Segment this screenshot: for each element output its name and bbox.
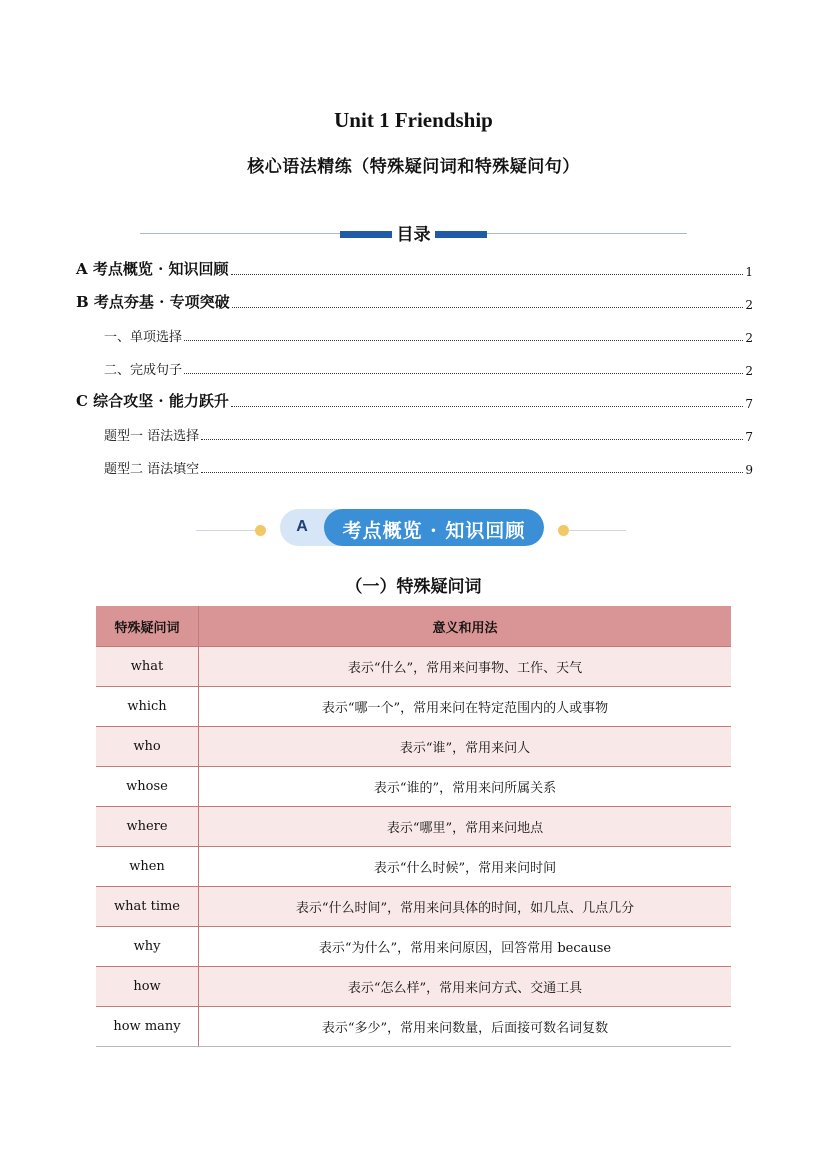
toc-leader-dots (231, 273, 743, 275)
table-cell-usage: 表示“多少”，常用来问数量，后面接可数名词复数 (199, 1007, 732, 1047)
toc-heading-bar-right (435, 231, 487, 238)
table-row (96, 887, 731, 927)
toc-entry-c[interactable] (76, 391, 753, 411)
banner-rule-right (568, 530, 626, 531)
table-cell-word: how many (96, 1007, 199, 1047)
toc-heading-rule-left (140, 233, 340, 234)
table-cell-word: which (96, 687, 199, 727)
toc-page-number: 9 (745, 463, 753, 477)
table-cell-word: why (96, 927, 199, 967)
toc-entry-b1[interactable] (104, 325, 753, 345)
table-cell-word: whose (96, 767, 199, 807)
table-header-cell: 特殊疑问词 (96, 606, 199, 647)
table-cell-usage: 表示“为什么”，常用来问原因，回答常用 because (199, 927, 732, 967)
table-row (96, 647, 731, 687)
toc-entry-text: C 综合攻坚 · 能力跃升 (76, 392, 229, 410)
section-banner (196, 508, 626, 548)
toc-heading: 目录 (396, 225, 431, 245)
banner-letter: A (296, 518, 308, 535)
table-row (96, 767, 731, 807)
toc-leader-dots (232, 306, 743, 308)
table-cell-usage: 表示“什么时候”，常用来问时间 (199, 847, 732, 887)
table-cell-word: how (96, 967, 199, 1007)
toc-entry-b[interactable] (76, 292, 753, 312)
toc-page-number: 7 (745, 397, 753, 411)
table-cell-usage: 表示“怎么样”，常用来问方式、交通工具 (199, 967, 732, 1007)
toc-entry-b2[interactable] (104, 358, 753, 378)
banner-text: 考点概览 · 知识回顾 (342, 520, 526, 542)
table-cell-usage: 表示“谁的”，常用来问所属关系 (199, 767, 732, 807)
table-cell-word: what time (96, 887, 199, 927)
banner-rule-left (196, 530, 258, 531)
toc-page-number: 1 (745, 265, 753, 279)
toc-page-number: 2 (745, 331, 753, 345)
toc-leader-dots (184, 372, 743, 374)
toc-page-number: 2 (745, 298, 753, 312)
toc-entry-c2[interactable] (104, 457, 753, 477)
toc-heading-rule-right (487, 233, 687, 234)
toc-heading-bar-left (340, 231, 392, 238)
table-row (96, 807, 731, 847)
toc-entry-text: B 考点夯基 · 专项突破 (76, 293, 230, 311)
banner-dot-left (255, 525, 266, 536)
table-row (96, 1007, 731, 1047)
toc-entry-c1[interactable] (104, 424, 753, 444)
toc-entry-a[interactable] (76, 259, 753, 279)
toc-entry-text: 题型一 语法选择 (104, 429, 200, 444)
table-cell-word: who (96, 727, 199, 767)
table-header-cell: 意义和用法 (199, 606, 732, 647)
table-row (96, 967, 731, 1007)
table-cell-word: where (96, 807, 199, 847)
table-row (96, 687, 731, 727)
toc-page-number: 7 (745, 430, 753, 444)
page-subtitle: 核心语法精练（特殊疑问词和特殊疑问句） (247, 157, 580, 177)
table-row (96, 927, 731, 967)
table-header-row (96, 606, 731, 647)
toc-page-number: 2 (745, 364, 753, 378)
toc-leader-dots (201, 438, 743, 440)
banner-pill (280, 509, 544, 546)
toc-leader-dots (201, 471, 743, 473)
section-title: （一）特殊疑问词 (345, 577, 482, 597)
table-cell-usage: 表示“什么”，常用来问事物、工作、天气 (199, 647, 732, 687)
table-cell-word: what (96, 647, 199, 687)
table-row (96, 847, 731, 887)
question-words-table (96, 606, 731, 1047)
toc-entry-text: 二、完成句子 (104, 363, 183, 378)
table-cell-usage: 表示“哪里”，常用来问地点 (199, 807, 732, 847)
table-cell-usage: 表示“什么时间”，常用来问具体的时间，如几点、几点几分 (199, 887, 732, 927)
table-row (96, 727, 731, 767)
toc-leader-dots (231, 405, 743, 407)
toc-entry-text: 一、单项选择 (104, 330, 183, 345)
table-cell-usage: 表示“哪一个”，常用来问在特定范围内的人或事物 (199, 687, 732, 727)
table-cell-usage: 表示“谁”，常用来问人 (199, 727, 732, 767)
toc-entry-text: 题型二 语法填空 (104, 462, 200, 477)
page-title: Unit 1 Friendship (334, 108, 493, 132)
toc-leader-dots (184, 339, 743, 341)
toc-heading-ornament (140, 218, 687, 244)
toc-entry-text: A 考点概览 · 知识回顾 (76, 260, 229, 278)
table-cell-word: when (96, 847, 199, 887)
